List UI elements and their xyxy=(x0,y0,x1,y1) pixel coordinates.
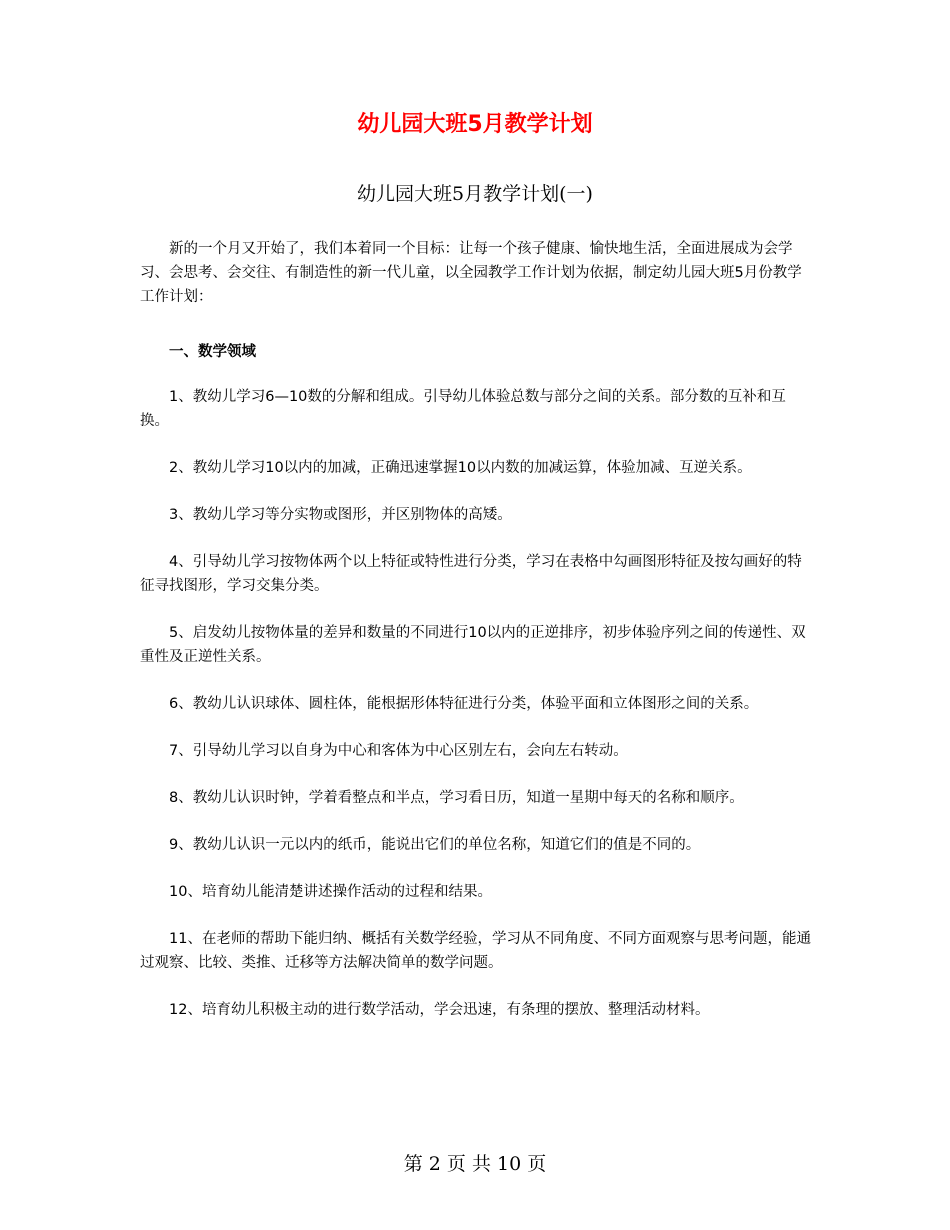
document-subtitle: 幼儿园大班5月教学计划(一) xyxy=(357,183,593,205)
section-heading: 一、数学领域 xyxy=(169,344,256,360)
list-item: 4、引导幼儿学习按物体两个以上特征或特性进行分类，学习在表格中勾画图形特征及按勾画好的特征寻找图形，学习交集分类。 xyxy=(140,554,802,594)
document-title: 幼儿园大班5月教学计划 xyxy=(357,112,593,137)
list-item: 12、培育幼儿积极主动的进行数学活动，学会迅速，有条理的摆放、整理活动材料。 xyxy=(169,1002,710,1018)
list-item: 7、引导幼儿学习以自身为中心和客体为中心区别左右，会向左右转动。 xyxy=(169,743,628,759)
intro-paragraph: 新的一个月又开始了，我们本着同一个目标：让每一个孩子健康、愉快地生活，全面进展成为会学习、会思考、会交往、有制造性的新一代儿童，以全园教学工作计划为依据，制定幼儿园大班5月份教学工作计划： xyxy=(140,241,802,305)
list-item: 2、教幼儿学习10以内的加减，正确迅速掌握10以内数的加减运算，体验加减、互逆关系。 xyxy=(169,460,752,476)
list-item: 5、启发幼儿按物体量的差异和数量的不同进行10以内的正逆排序，初步体验序列之间的传递性、双重性及正逆性关系。 xyxy=(140,625,806,665)
list-item: 3、教幼儿学习等分实物或图形，并区别物体的高矮。 xyxy=(169,507,512,523)
list-item: 6、教幼儿认识球体、圆柱体，能根据形体特征进行分类，体验平面和立体图形之间的关系。 xyxy=(169,696,759,712)
list-item: 11、在老师的帮助下能归纳、概括有关数学经验，学习从不同角度、不同方面观察与思考问题，能通过观察、比较、类推、迁移等方法解决简单的数学问题。 xyxy=(140,931,811,971)
list-item: 1、教幼儿学习6—10数的分解和组成。引导幼儿体验总数与部分之间的关系。部分数的互补和互换。 xyxy=(140,389,786,429)
list-item: 8、教幼儿认识时钟，学着看整点和半点，学习看日历，知道一星期中每天的名称和顺序。 xyxy=(169,790,744,806)
page-number-footer: 第 2 页 共 10 页 xyxy=(403,1153,547,1175)
list-item: 10、培育幼儿能清楚讲述操作活动的过程和结果。 xyxy=(169,884,492,900)
list-item: 9、教幼儿认识一元以内的纸币，能说出它们的单位名称，知道它们的值是不同的。 xyxy=(169,837,701,853)
document-body xyxy=(140,237,812,1045)
